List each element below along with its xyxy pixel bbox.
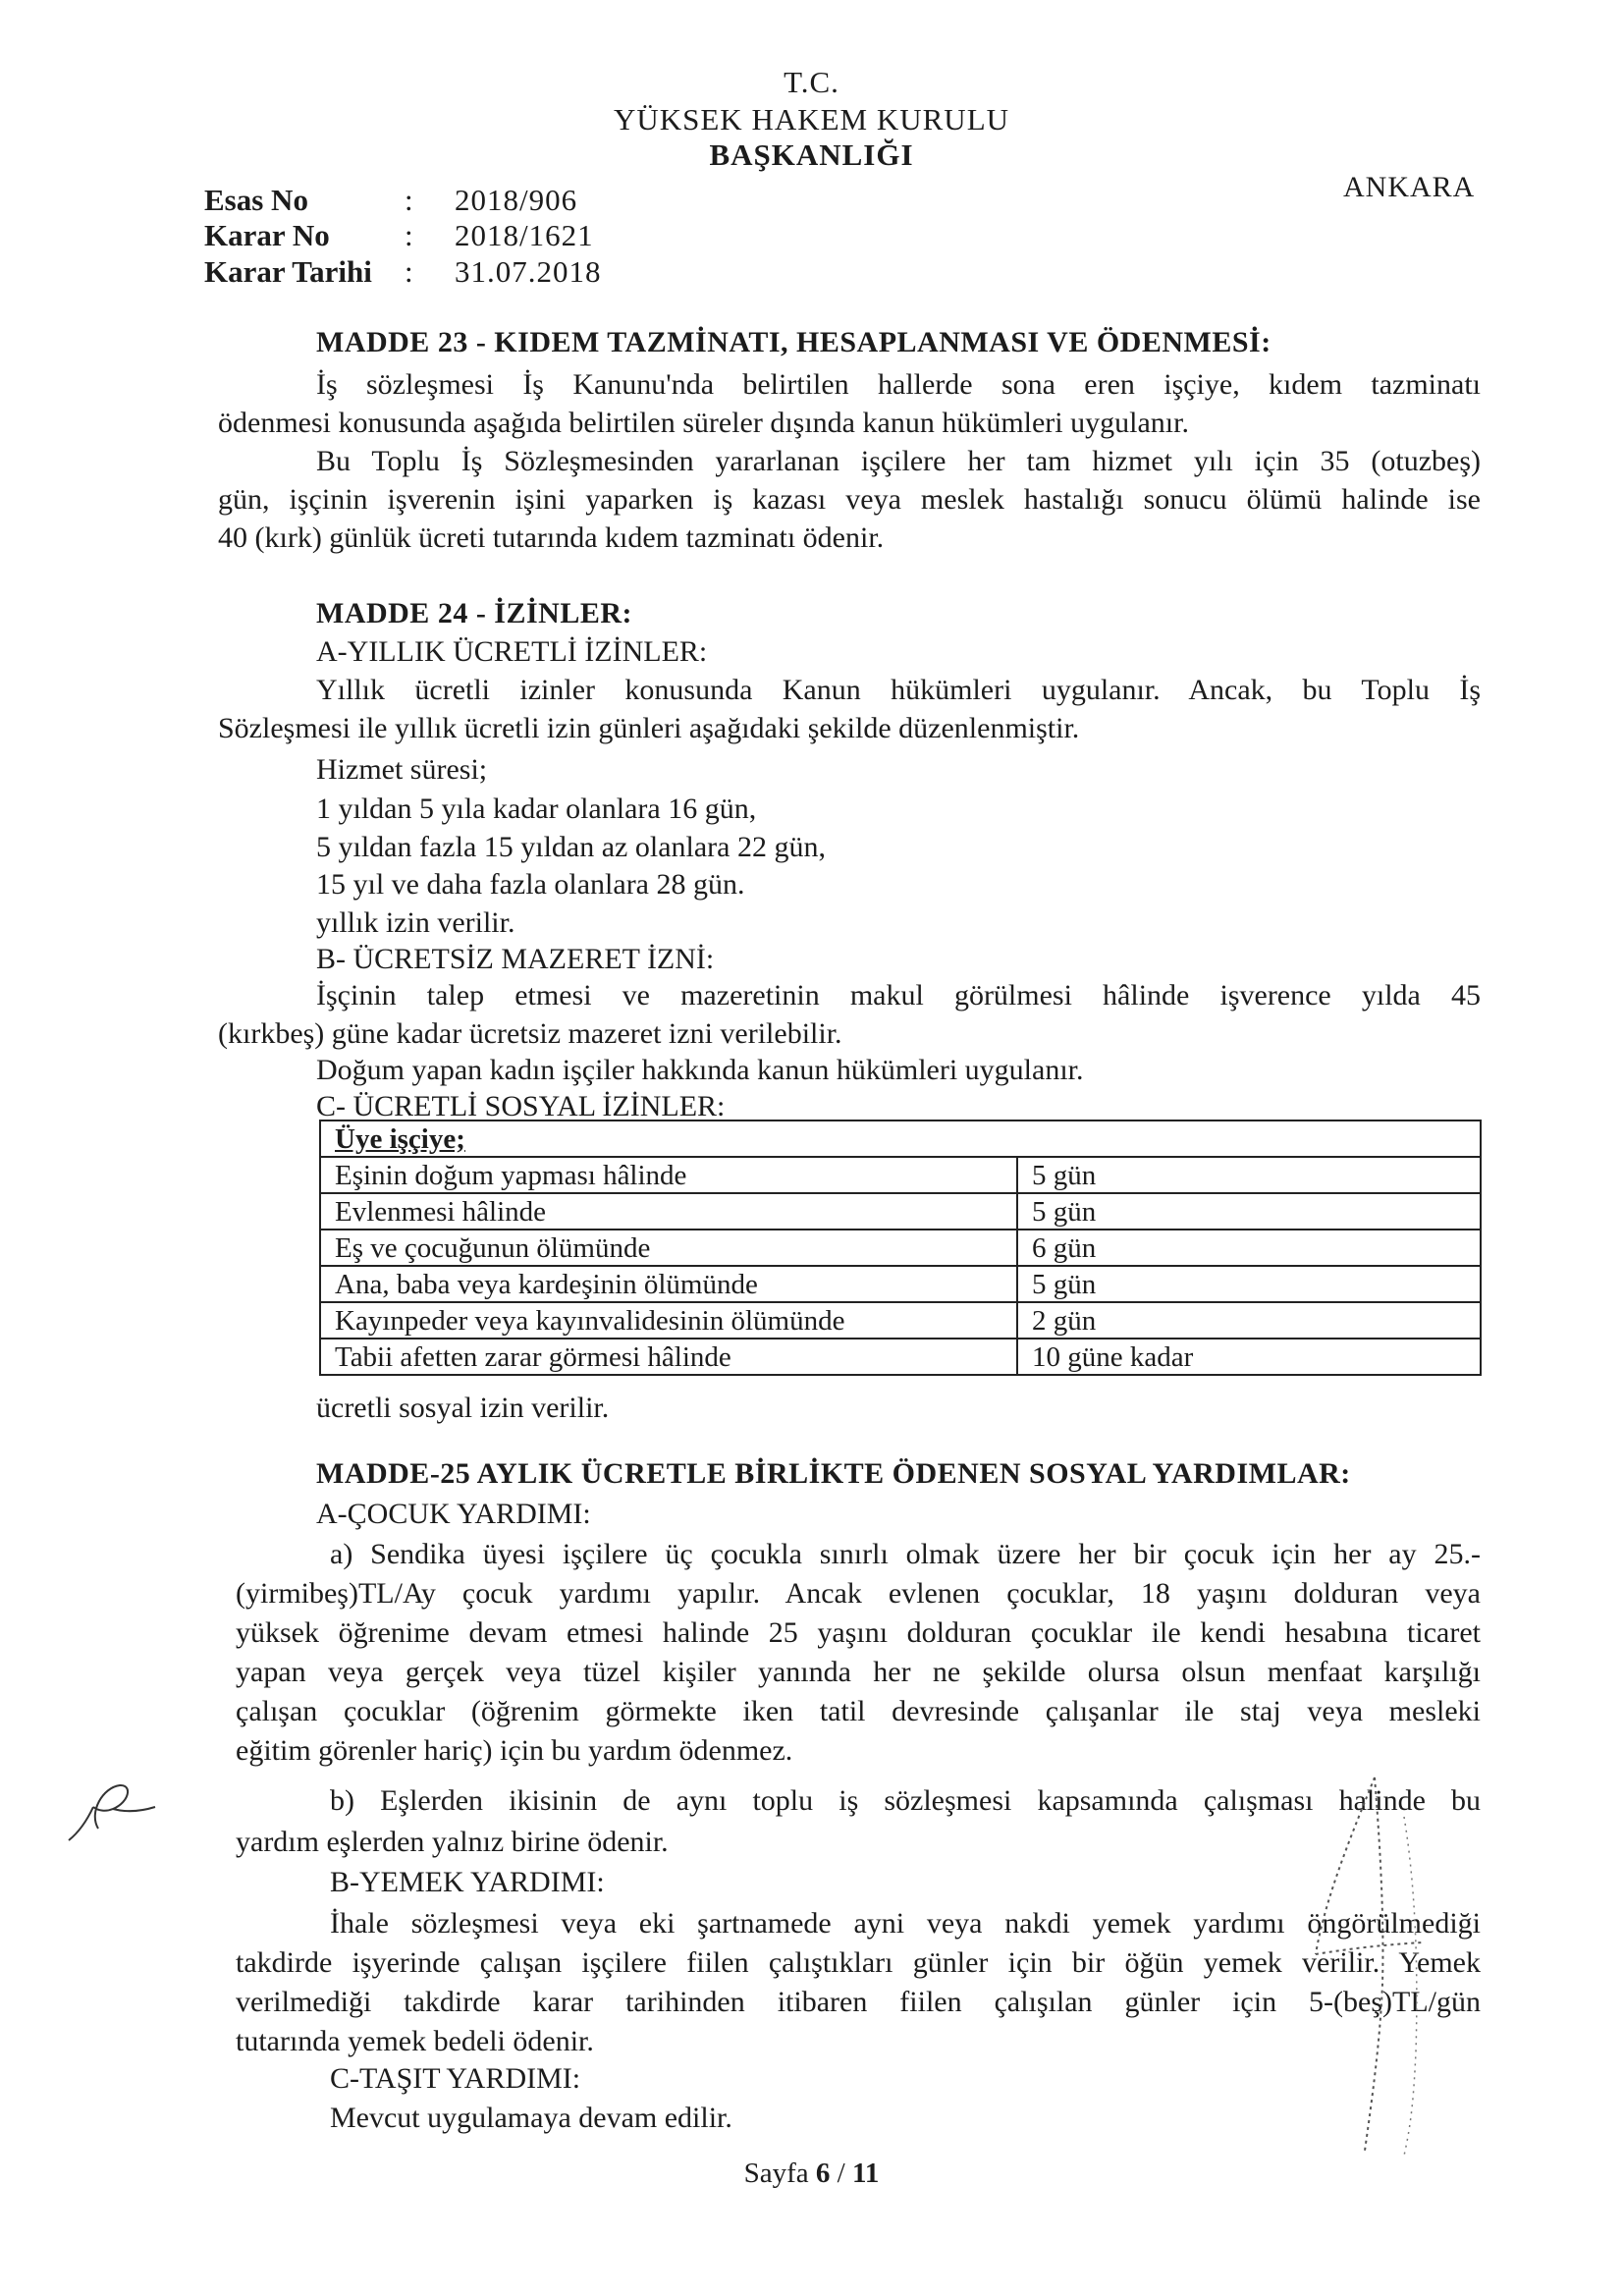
meta-value: 2018/1621 <box>455 218 594 252</box>
madde-25-c-title: C-TAŞIT YARDIMI: <box>330 2062 581 2095</box>
meta-colon: : <box>405 183 413 217</box>
table-cell-case: Ana, baba veya kardeşinin ölümünde <box>320 1266 1017 1302</box>
madde-23-title: MADDE 23 - KIDEM TAZMİNATI, HESAPLANMASI VE ÖDENMESİ: <box>316 326 1271 358</box>
table-cell-case: Kayınpeder veya kayınvalidesinin ölümünde <box>320 1302 1017 1339</box>
madde-25-b-line: tutarında yemek bedeli ödenir. <box>236 2025 594 2057</box>
madde-23-line: ödenmesi konusunda aşağıda belirtilen süreler dışında kanun hükümleri uygulanır. <box>218 407 1189 439</box>
madde-23-line: 40 (kırk) günlük ücreti tutarında kıdem tazminatı ödenir. <box>218 521 885 554</box>
madde-25-a-line: yardım eşlerden yalnız birine ödenir. <box>236 1826 669 1858</box>
madde-25-a-line: eğitim görenler hariç) için bu yardım ödenmez. <box>236 1734 793 1767</box>
meta-colon: : <box>405 254 413 289</box>
madde-25-a-line: a) Sendika üyesi işçilere üç çocukla sınırlı olmak üzere her bir çocuk için her ay 25.- <box>330 1538 1481 1570</box>
madde-24-a-line: 1 yıldan 5 yıla kadar olanlara 16 gün, <box>316 793 757 825</box>
table-row <box>320 1302 1481 1339</box>
madde-25-a-line: (yirmibeş)TL/Ay çocuk yardımı yapılır. Ancak evlenen çocuklar, 18 yaşını dolduran veya <box>236 1577 1481 1610</box>
madde-24-c-title: C- ÜCRETLİ SOSYAL İZİNLER: <box>316 1090 726 1122</box>
meta-colon: : <box>405 218 413 252</box>
table-cell-days: 2 gün <box>1017 1302 1481 1339</box>
madde-24-a-line: Hizmet süresi; <box>316 753 488 786</box>
table-row <box>320 1157 1481 1193</box>
table-row <box>320 1266 1481 1302</box>
header-baskanlik: BAŞKANLIĞI <box>709 137 914 172</box>
madde-25-a-line: yapan veya gerçek veya tüzel kişiler yanında her ne şekilde olursa olsun menfaat karşılığı <box>236 1656 1481 1688</box>
meta-value: 31.07.2018 <box>455 254 602 289</box>
madde-24-a-line: 15 yıl ve daha fazla olanlara 28 gün. <box>316 868 745 901</box>
table-cell-days: 5 gün <box>1017 1193 1481 1230</box>
madde-23-line: İş sözleşmesi İş Kanunu'nda belirtilen hallerde sona eren işçiye, kıdem tazminatı <box>316 368 1481 401</box>
meta-value: 2018/906 <box>455 183 578 217</box>
right-signature-mark <box>1257 1758 1522 2170</box>
madde-25-a-line: yüksek öğrenime devam etmesi halinde 25 yaşını dolduran çocuklar ile kendi hesabına ticaret <box>236 1616 1481 1649</box>
table-cell-days: 5 gün <box>1017 1266 1481 1302</box>
madde-24-a-title: A-YILLIK ÜCRETLİ İZİNLER: <box>316 635 708 668</box>
page-number-prefix: Sayfa <box>743 2158 809 2189</box>
table-cell-case: Eşinin doğum yapması hâlinde <box>320 1157 1017 1193</box>
madde-24-b-line: İşçinin talep etmesi ve mazeretinin makul görülmesi hâlinde işverence yılda 45 <box>316 979 1481 1011</box>
table-row <box>320 1193 1481 1230</box>
madde-25-b-line: verilmediği takdirde karar tarihinden itibaren fiilen çalışılan günler için 5-(beş)TL/gün <box>236 1986 1481 2018</box>
table-cell-days: 5 gün <box>1017 1157 1481 1193</box>
page-number-total: 11 <box>851 2158 880 2189</box>
madde-25-title: MADDE-25 AYLIK ÜCRETLE BİRLİKTE ÖDENEN SOSYAL YARDIMLAR: <box>316 1457 1351 1490</box>
madde-25-a-line: b) Eşlerden ikisinin de aynı toplu iş sözleşmesi kapsamında çalışması halinde bu <box>330 1784 1481 1817</box>
table-row <box>320 1230 1481 1266</box>
madde-23-line: gün, işçinin işverenin işini yaparken iş kazası veya meslek hastalığı sonucu ölümü halinde ise <box>218 483 1481 516</box>
table-cell-case: Eş ve çocuğunun ölümünde <box>320 1230 1017 1266</box>
meta-label: Karar No <box>204 218 330 252</box>
page-number-current: 6 <box>815 2158 831 2189</box>
madde-24-c-after: ücretli sosyal izin verilir. <box>316 1392 610 1424</box>
madde-24-b-line: (kırkbeş) güne kadar ücretsiz mazeret izni verilebilir. <box>218 1017 842 1050</box>
page-number-sep: / <box>837 2158 845 2189</box>
meta-label: Karar Tarihi <box>204 254 372 289</box>
meta-label: Esas No <box>204 183 308 217</box>
header-city: ANKARA <box>1343 171 1476 203</box>
madde-25-b-title: B-YEMEK YARDIMI: <box>330 1866 605 1898</box>
madde-24-title: MADDE 24 - İZİNLER: <box>316 597 633 629</box>
table-cell-days: 6 gün <box>1017 1230 1481 1266</box>
madde-23-line: Bu Toplu İş Sözleşmesinden yararlanan işçilere her tam hizmet yılı için 35 (otuzbeş) <box>316 445 1481 477</box>
sosyal-izin-table <box>319 1120 1482 1376</box>
header-kurul: YÜKSEK HAKEM KURULU <box>613 102 1010 137</box>
madde-25-b-line: İhale sözleşmesi veya eki şartnamede ayni veya nakdi yemek yardımı öngörülmediği <box>330 1907 1481 1940</box>
madde-25-b-line: takdirde işyerinde çalışan işçilere fiilen çalıştıkları günler için bir öğün yemek verilir. Yemek <box>236 1946 1481 1979</box>
table-cell-case: Tabii afetten zarar görmesi hâlinde <box>320 1339 1017 1375</box>
left-initial-signature <box>59 1768 167 1846</box>
table-cell-case: Evlenmesi hâlinde <box>320 1193 1017 1230</box>
madde-24-b-line: Doğum yapan kadın işçiler hakkında kanun hükümleri uygulanır. <box>316 1054 1084 1086</box>
table-row <box>320 1339 1481 1375</box>
madde-24-a-line: 5 yıldan fazla 15 yıldan az olanlara 22 gün, <box>316 831 826 863</box>
madde-25-c-line: Mevcut uygulamaya devam edilir. <box>330 2102 732 2134</box>
header-tc: T.C. <box>784 65 839 99</box>
madde-24-a-line: Yıllık ücretli izinler konusunda Kanun hükümleri uygulanır. Ancak, bu Toplu İş <box>316 674 1481 706</box>
table-cell-days: 10 güne kadar <box>1017 1339 1481 1375</box>
madde-25-a-title: A-ÇOCUK YARDIMI: <box>316 1498 591 1530</box>
madde-25-a-line: çalışan çocuklar (öğrenim görmekte iken tatil devresinde çalışanlar ile staj veya mesleki <box>236 1695 1481 1727</box>
madde-24-b-title: B- ÜCRETSİZ MAZERET İZNİ: <box>316 943 715 975</box>
madde-24-a-line: Sözleşmesi ile yıllık ücretli izin günleri aşağıdaki şekilde düzenlenmiştir. <box>218 712 1080 744</box>
table-header-cell: Üye işçiye; <box>320 1121 1481 1157</box>
madde-24-a-line: yıllık izin verilir. <box>316 906 515 939</box>
table-header-row <box>320 1121 1481 1157</box>
